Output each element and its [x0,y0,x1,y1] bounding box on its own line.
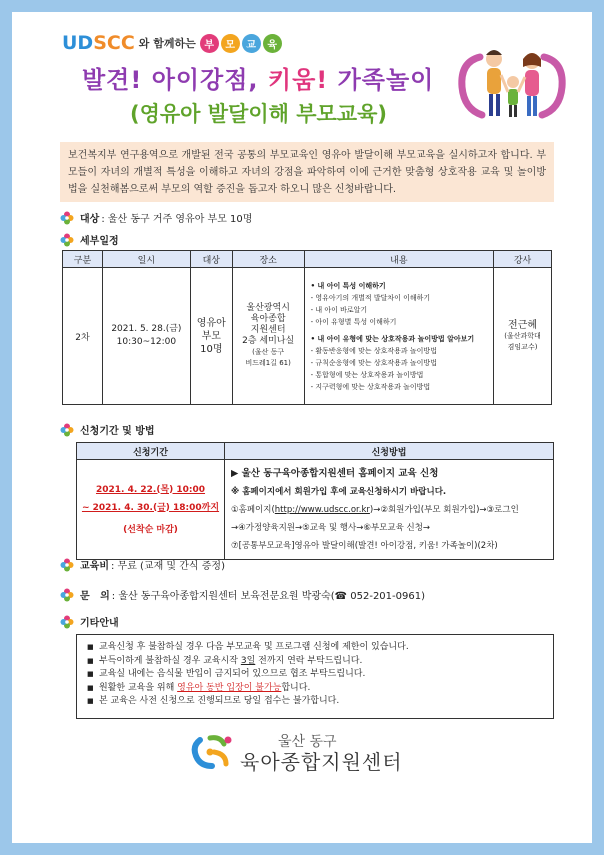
table-row [63,268,552,405]
document-sheet [12,12,592,843]
col-round: 구분 [63,251,103,268]
flower-bullet-icon [60,233,74,247]
contact-label: 문 의 [80,591,110,602]
target-line [60,210,252,225]
method-cell: ▶ 울산 동구육아종합지원센터 홈페이지 교육 신청 ※ 홈페이지에서 회원가입 후에 교육신청하시기 바랍니다. ①홈페이지(http://www.udscc.or.kr)→②회원가입(부모 회원가입)→③로그인 →④가정양육지원→⑤교육 및 행사→⑥부모교육 신청→ ⑦[공통부모교육]영유아 발달이해(발견! 아이강점, 키움! 가족놀이)(2차) [225,460,554,560]
brand-logo: UDSCC [62,32,135,54]
list-item: ■ 교육실 내에는 음식물 반입이 금지되어 있으므로 협조 부탁드립니다. [99,668,543,682]
intro-text: 보건복지부 연구용역으로 개발된 전국 공통의 부모교육인 영유아 발달이해 부모교육을 실시하고자 합니다. 부모들이 자녀의 개별적 특성을 이해하고 자녀의 강점을 파악하여 이에 근거한 맞춤형 상호작용 교육 및 놀이방법을 실천해봄으로써 부모의 역할 증진을 돕고자 하오니 많은 신청바랍니다. [60,142,554,202]
col-datetime: 일시 [102,251,190,268]
notice-box [76,634,554,719]
parent-education-badges [200,34,282,53]
schedule-section-title: 세부일정 [60,232,119,247]
family-illustration-icon [452,37,572,132]
schedule-table [62,250,552,405]
col-content: 내용 [304,251,494,268]
content-cell: • 내 아이 특성 이해하기 - 영유아기의 개별적 발달차이 이해하기 - 내 아이 바로알기 - 아이 유형별 특성 이해하기 • 내 아이 유형에 맞는 상호작용과 놀이방법 알아보기 - 활동반응형에 맞는 상호작용과 놀이방법 - 규칙순응형에 맞는 상호작용과 놀이방법 - 통합형에 맞는 상호작용과 놀이방법 - 지구력형에 맞는 상호작용과 놀이방법 [304,268,494,405]
apply-section-title: 신청기간 및 방법 [60,422,155,437]
target-value: : 울산 동구 거주 영유아 부모 10명 [101,214,253,225]
schedule-header-row [63,251,552,268]
brand-with-text: 와 함께하는 [138,37,196,50]
etc-section-title: 기타안내 [60,614,119,629]
apply-header-row [77,443,554,460]
center-name: 육아종합지원센터 [240,750,403,774]
lecturer-cell: 전근혜 (울산과학대 겸임교수) [494,268,552,405]
badge-bu: 부 [200,34,219,53]
col-method: 신청방법 [225,443,554,460]
col-lecturer: 강사 [494,251,552,268]
flower-bullet-icon [60,615,74,629]
list-item: ■ 원활한 교육을 위해 영유아 동반 입장이 불가능합니다. [99,682,543,696]
page-subtitle: (영유아 발달이해 부모교육) [130,102,387,126]
center-logo [190,732,403,772]
table-row [77,460,554,560]
list-item: ■ 교육신청 후 불참하실 경우 다음 부모교육 및 프로그램 신청에 제한이 있습니다. [99,641,543,655]
contact-value: : 울산 동구육아종합지원센터 보육전문요원 박광숙(☎ 052-201-0961) [111,591,425,602]
flower-bullet-icon [60,423,74,437]
flower-bullet-icon [60,211,74,225]
fee-value: : 무료 (교재 및 간식 증정) [110,561,225,572]
flower-bullet-icon [60,588,74,602]
badge-mo: 모 [221,34,240,53]
target-cell: 영유아 부모 10명 [190,268,232,405]
homepage-link[interactable]: http://www.udscc.or.kr [274,504,370,515]
round-cell: 2차 [63,268,103,405]
place-cell: 울산광역시 육아종합 지원센터 2층 세미나실 (울산 동구 비드레1길 61) [232,268,304,405]
datetime-cell: 2021. 5. 28.(금) 10:30~12:00 [102,268,190,405]
col-target: 대상 [190,251,232,268]
center-name-small: 울산 동구 [278,734,337,750]
contact-line [60,587,425,602]
flower-bullet-icon [60,558,74,572]
target-label: 대상 [80,214,100,225]
fee-line [60,557,225,572]
col-period: 신청기간 [77,443,225,460]
center-logo-icon [190,732,234,772]
period-cell: 2021. 4. 22.(목) 10:00 ~ 2021. 4. 30.(금) 18:00까지 (선착순 마감) [77,460,225,560]
list-item: ■ 부득이하게 불참하실 경우 교육시작 3일 전까지 연락 부탁드립니다. [99,655,543,669]
list-item: ■ 본 교육은 사전 신청으로 진행되므로 당일 접수는 불가합니다. [99,695,543,709]
fee-label: 교육비 [80,561,109,572]
badge-gyo: 교 [242,34,261,53]
page-title: 발견! 아이강점, 키움! 가족놀이 [82,66,435,94]
brand-line [62,32,282,54]
col-place: 장소 [232,251,304,268]
badge-yuk: 육 [263,34,282,53]
apply-table [76,442,554,560]
